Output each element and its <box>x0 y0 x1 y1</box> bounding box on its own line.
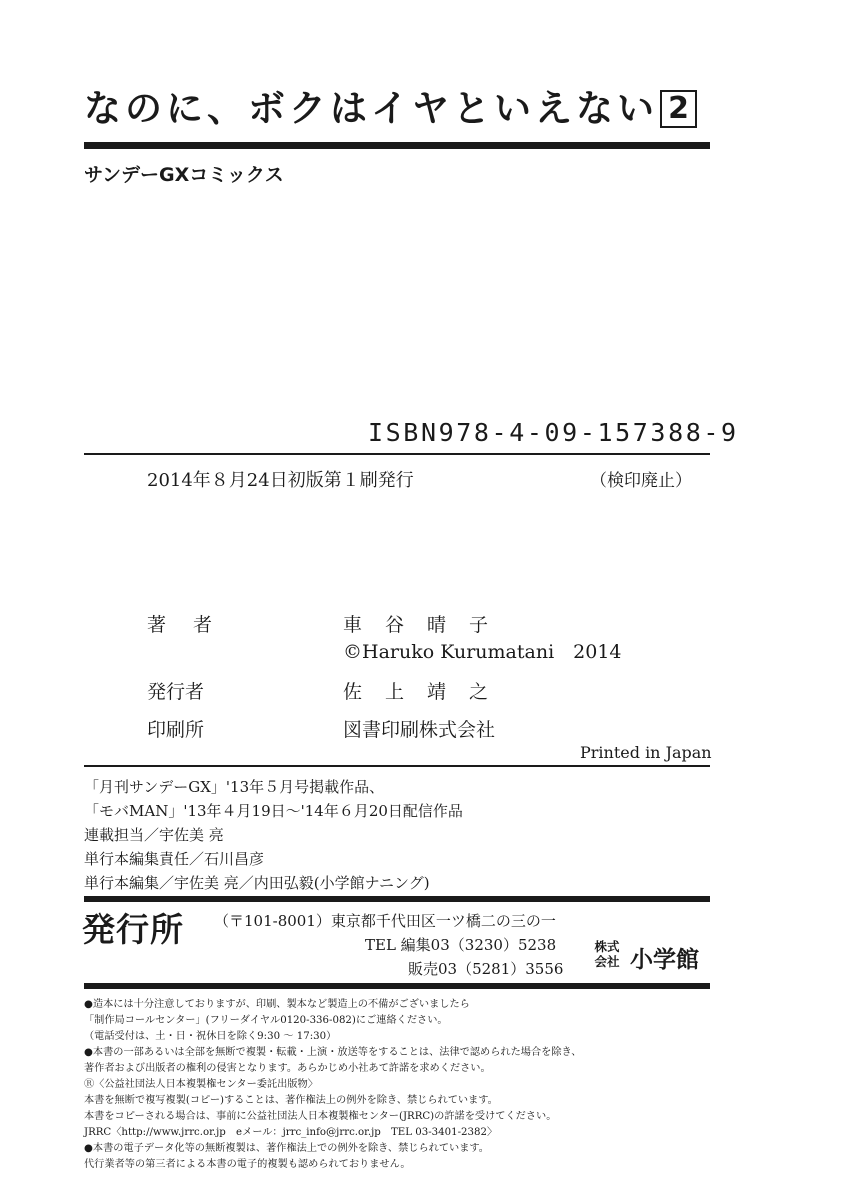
fine-print-line: 著作者および出版者の権利の侵害となります。あらかじめ小社あて許諾を求めください。 <box>84 1063 491 1074</box>
publisher-rule <box>84 983 710 989</box>
fine-print-line: JRRC〈http://www.jrrc.or.jp eメール：jrrc_info@jrrc.or.jp TEL 03-3401-2382〉 <box>84 1127 498 1138</box>
credits-rule <box>84 765 710 767</box>
book-title <box>84 78 697 132</box>
publisher-label: 発行所 <box>82 910 184 949</box>
fine-print-line: 代行業者等の第三者による本書の電子的複製も認められておりません。 <box>84 1159 411 1170</box>
book-title-text: なのに、ボクはイヤといえない <box>84 87 658 130</box>
note-line: 「モバMAN」'13年４月19日～'14年６月20日配信作品 <box>84 802 463 820</box>
note-line: 単行本編集責任／石川昌彦 <box>84 850 265 868</box>
fine-print-line: 本書を無断で複写複製(コピー)することは、著作権法上の例外を除き、禁じられています。 <box>84 1095 498 1106</box>
seal-note: （検印廃止） <box>590 471 692 491</box>
publisher-address: （〒101-8001）東京都千代田区一ツ橋二の三の一 <box>214 912 556 930</box>
fine-print-line: ●本書の電子データ化等の無断複製は、著作権法上での例外を除き、禁じられています。 <box>84 1143 489 1154</box>
printer-label: 印刷所 <box>147 719 205 741</box>
publisher-person-label: 発行者 <box>147 681 205 703</box>
note-line: 「月刊サンデーGX」'13年５月号掲載作品、 <box>84 778 385 796</box>
notes-rule <box>84 896 710 902</box>
tel-editorial: TEL 編集03（3230）5238 <box>365 936 557 954</box>
company-type: 株式会社 <box>594 939 620 969</box>
fine-print-line: ●本書の一部あるいは全部を無断で複製・転載・上演・放送等をすることは、法律で認められた場合を除き、 <box>84 1047 582 1058</box>
fine-print-line: （電話受付は、土・日・祝休日を除く9:30 ～ 17:30） <box>84 1031 337 1042</box>
company-name: 小学館 <box>630 947 699 973</box>
note-line: 連載担当／宇佐美 亮 <box>84 826 224 844</box>
title-rule <box>84 142 710 149</box>
isbn: ISBN978-4-09-157388-9 <box>368 418 739 447</box>
printed-in: Printed in Japan <box>580 743 712 762</box>
copyright-line: ©Haruko Kurumatani 2014 <box>343 641 622 663</box>
fine-print-line: Ⓡ〈公益社団法人日本複製権センター委託出版物〉 <box>84 1079 318 1090</box>
fine-print-line: ●造本には十分注意しておりますが、印刷、製本など製造上の不備がございましたら <box>84 999 470 1010</box>
author-name: 車 谷 晴 子 <box>343 614 491 636</box>
volume-number-badge: 2 <box>660 90 697 128</box>
fine-print-line: 本書をコピーされる場合は、事前に公益社団法人日本複製権センター(JRRC)の許諾を受けてください。 <box>84 1111 557 1122</box>
isbn-rule <box>84 453 710 455</box>
fine-print-line: 「制作局コールセンター」(フリーダイヤル0120-336-082)にご連絡ください。 <box>84 1015 448 1026</box>
publication-date: 2014年８月24日初版第１刷発行 <box>147 470 414 491</box>
tel-sales: 販売03（5281）3556 <box>408 960 564 978</box>
printer-name: 図書印刷株式会社 <box>343 719 496 741</box>
series-name: サンデーGXコミックス <box>84 164 284 186</box>
note-line: 単行本編集／宇佐美 亮／内田弘毅(小学館ナニング) <box>84 874 430 892</box>
publisher-person-name: 佐 上 靖 之 <box>343 681 491 703</box>
author-label: 著 者 <box>147 614 217 636</box>
